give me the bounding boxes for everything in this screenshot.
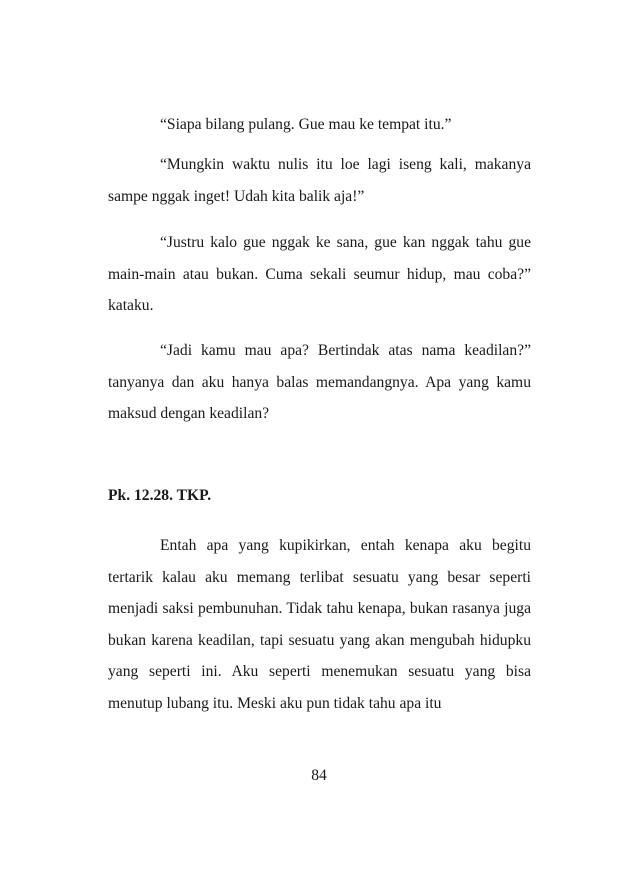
paragraph-jadi: “Jadi kamu mau apa? Bertindak atas nama keadilan?” tanyanya dan aku hanya balas memandangnya. Apa yang kamu maksud dengan keadilan? [108, 342, 531, 422]
section-heading: Pk. 12.28. TKP. [108, 487, 212, 504]
paragraph-siapa: “Siapa bilang pulang. Gue mau ke tempat itu.” [160, 116, 452, 133]
paragraph-mungkin: “Mungkin waktu nulis itu loe lagi iseng kali, makanya sampe nggak inget! Udah kita balik aja!” [108, 156, 531, 205]
paragraph-justru: “Justru kalo gue nggak ke sana, gue kan nggak tahu gue main-main atau bukan. Cuma sekali seumur hidup, mau coba?” kataku. [108, 234, 531, 314]
paragraph-entah: Entah apa yang kupikirkan, entah kenapa aku begitu tertarik kalau aku memang terlibat sesuatu yang besar seperti menjadi saksi pembunuhan. Tidak tahu kenapa, bukan rasanya juga bukan karena keadilan, tapi sesuatu yang akan mengubah hidupku yang seperti ini. Aku seperti menemukan sesuatu yang bisa menutup lubang itu. Meski aku pun tidak tahu apa itu [108, 537, 531, 712]
page-number: 84 [311, 767, 327, 784]
